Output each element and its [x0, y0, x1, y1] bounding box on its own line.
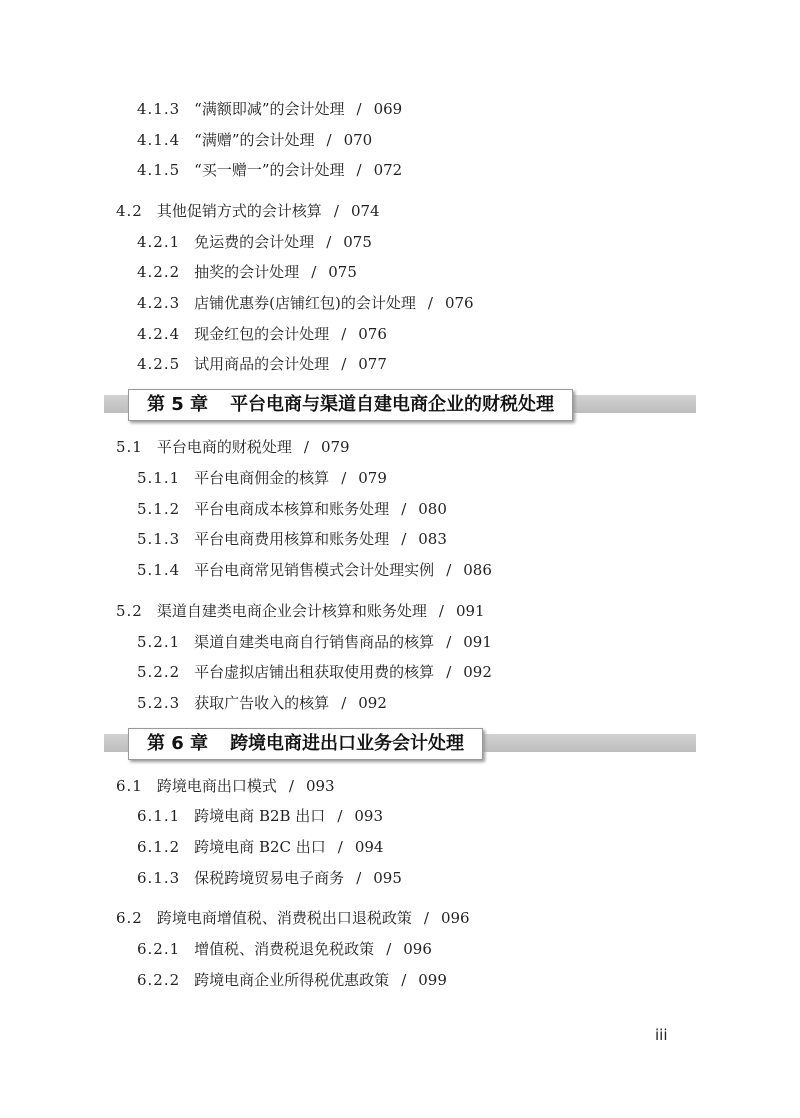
entry-page: 075 — [328, 263, 357, 281]
entry-number: 4.1.3 — [137, 100, 181, 118]
toc-entry[interactable] — [137, 938, 432, 960]
entry-number: 4.2.2 — [137, 263, 181, 281]
entry-number: 4.2.5 — [137, 355, 181, 373]
entry-title: 免运费的会计处理 — [194, 233, 315, 251]
chapter-6-heading[interactable] — [128, 728, 483, 760]
entry-title: 获取广告收入的核算 — [194, 694, 330, 712]
entry-title: 其他促销方式的会计核算 — [156, 202, 322, 220]
entry-title: 平台虚拟店铺出租获取使用费的核算 — [194, 663, 435, 681]
entry-title: 平台电商的财税处理 — [156, 438, 292, 456]
entry-number: 6.1.2 — [137, 838, 181, 856]
entry-title: 跨境电商 B2C 出口 — [194, 838, 326, 856]
entry-title: 增值税、消费税退免税政策 — [194, 940, 375, 958]
toc-entry[interactable] — [137, 98, 402, 120]
separator: / — [446, 561, 452, 579]
entry-page: 072 — [373, 161, 403, 179]
toc-entry[interactable] — [137, 231, 372, 253]
entry-title: 现金红包的会计处理 — [194, 325, 330, 343]
separator: / — [341, 694, 347, 712]
toc-entry[interactable] — [137, 353, 387, 375]
toc-entry[interactable] — [137, 467, 387, 489]
toc-entry[interactable] — [137, 261, 357, 283]
entry-page: 093 — [354, 807, 384, 825]
entry-number: 4.2 — [116, 202, 143, 220]
entry-title: 跨境电商出口模式 — [156, 777, 277, 795]
separator: / — [401, 530, 407, 548]
entry-number: 6.2 — [116, 909, 143, 927]
entry-number: 6.2.2 — [137, 971, 181, 989]
entry-title: 平台电商成本核算和账务处理 — [194, 500, 390, 518]
entry-number: 5.1.1 — [137, 469, 181, 487]
toc-entry[interactable] — [137, 805, 383, 827]
toc-entry[interactable] — [137, 836, 383, 858]
toc-entry[interactable] — [137, 528, 447, 550]
entry-page: 091 — [463, 633, 492, 651]
separator: / — [337, 838, 343, 856]
toc-section-entry[interactable] — [116, 200, 380, 222]
toc-section-entry[interactable] — [116, 436, 350, 458]
entry-number: 5.1.4 — [137, 561, 181, 579]
entry-page: 096 — [403, 940, 432, 958]
separator: / — [326, 233, 332, 251]
entry-number: 6.1 — [116, 777, 143, 795]
separator: / — [401, 971, 407, 989]
entry-page: 092 — [358, 694, 387, 712]
toc-entry[interactable] — [137, 661, 492, 683]
entry-number: 6.2.1 — [137, 940, 181, 958]
separator: / — [337, 807, 343, 825]
entry-page: 079 — [320, 438, 350, 456]
toc-entry[interactable] — [137, 498, 447, 520]
separator: / — [446, 663, 452, 681]
entry-number: 4.1.4 — [137, 131, 181, 149]
entry-page: 076 — [358, 325, 387, 343]
entry-page: 091 — [455, 602, 485, 620]
entry-number: 5.2.3 — [137, 694, 181, 712]
separator: / — [356, 161, 362, 179]
toc-section-entry[interactable] — [116, 775, 335, 797]
entry-number: 6.1.1 — [137, 807, 181, 825]
entry-page: 079 — [358, 469, 387, 487]
toc-section-entry[interactable] — [116, 907, 470, 929]
entry-page: 096 — [440, 909, 470, 927]
entry-page: 070 — [343, 131, 373, 149]
toc-entry[interactable] — [137, 559, 492, 581]
entry-page: 077 — [358, 355, 387, 373]
entry-title: 保税跨境贸易电子商务 — [194, 869, 345, 887]
toc-entry[interactable] — [137, 867, 402, 889]
separator: / — [446, 633, 452, 651]
separator: / — [303, 438, 309, 456]
page-number: iii — [655, 1026, 668, 1044]
entry-number: 5.2 — [116, 602, 143, 620]
toc-entry[interactable] — [137, 969, 447, 991]
separator: / — [401, 500, 407, 518]
separator: / — [356, 100, 362, 118]
entry-page: 075 — [343, 233, 372, 251]
entry-number: 4.2.3 — [137, 294, 181, 312]
separator: / — [288, 777, 294, 795]
separator: / — [341, 469, 347, 487]
entry-number: 5.1 — [116, 438, 143, 456]
toc-entry[interactable] — [137, 323, 387, 345]
entry-title: 抽奖的会计处理 — [194, 263, 300, 281]
entry-number: 5.1.2 — [137, 500, 181, 518]
entry-title: “满赠”的会计处理 — [194, 131, 315, 149]
entry-title: 跨境电商增值税、消费税出口退税政策 — [156, 909, 412, 927]
entry-page: 069 — [373, 100, 403, 118]
toc-entry[interactable] — [137, 129, 372, 151]
entry-title: 试用商品的会计处理 — [194, 355, 330, 373]
separator: / — [423, 909, 429, 927]
separator: / — [341, 355, 347, 373]
entry-page: 083 — [418, 530, 447, 548]
separator: / — [326, 131, 332, 149]
entry-number: 6.1.3 — [137, 869, 181, 887]
entry-page: 092 — [463, 663, 492, 681]
chapter-number: 第 5 章 — [147, 394, 209, 415]
separator: / — [356, 869, 362, 887]
entry-page: 093 — [305, 777, 335, 795]
entry-page: 099 — [418, 971, 447, 989]
entry-number: 4.2.4 — [137, 325, 181, 343]
entry-title: 渠道自建类电商自行销售商品的核算 — [194, 633, 435, 651]
toc-entry[interactable] — [137, 631, 492, 653]
entry-title: 平台电商费用核算和账务处理 — [194, 530, 390, 548]
chapter-number: 第 6 章 — [147, 733, 209, 754]
entry-title: 跨境电商 B2B 出口 — [194, 807, 326, 825]
toc-entry[interactable] — [137, 159, 402, 181]
chapter-title: 平台电商与渠道自建电商企业的财税处理 — [230, 394, 555, 415]
entry-title: 平台电商佣金的核算 — [194, 469, 330, 487]
entry-title: 渠道自建类电商企业会计核算和账务处理 — [156, 602, 427, 620]
entry-number: 5.2.1 — [137, 633, 181, 651]
entry-title: 平台电商常见销售模式会计处理实例 — [194, 561, 435, 579]
entry-number: 4.1.5 — [137, 161, 181, 179]
entry-page: 080 — [418, 500, 447, 518]
chapter-5-heading[interactable] — [128, 389, 573, 421]
entry-page: 095 — [373, 869, 402, 887]
toc-section-entry[interactable] — [116, 600, 485, 622]
chapter-title: 跨境电商进出口业务会计处理 — [230, 733, 465, 754]
entry-page: 074 — [350, 202, 380, 220]
toc-entry[interactable] — [137, 692, 387, 714]
entry-page: 094 — [354, 838, 384, 856]
separator: / — [438, 602, 444, 620]
entry-title: “买一赠一”的会计处理 — [194, 161, 345, 179]
entry-number: 4.2.1 — [137, 233, 181, 251]
entry-title: 跨境电商企业所得税优惠政策 — [194, 971, 390, 989]
entry-page: 076 — [444, 294, 474, 312]
separator: / — [311, 263, 317, 281]
entry-title: 店铺优惠券(店铺红包)的会计处理 — [194, 294, 416, 312]
entry-number: 5.2.2 — [137, 663, 181, 681]
separator: / — [341, 325, 347, 343]
entry-number: 5.1.3 — [137, 530, 181, 548]
separator: / — [333, 202, 339, 220]
separator: / — [427, 294, 433, 312]
separator: / — [386, 940, 392, 958]
toc-entry[interactable] — [137, 292, 474, 314]
entry-page: 086 — [463, 561, 492, 579]
entry-title: “满额即减”的会计处理 — [194, 100, 345, 118]
